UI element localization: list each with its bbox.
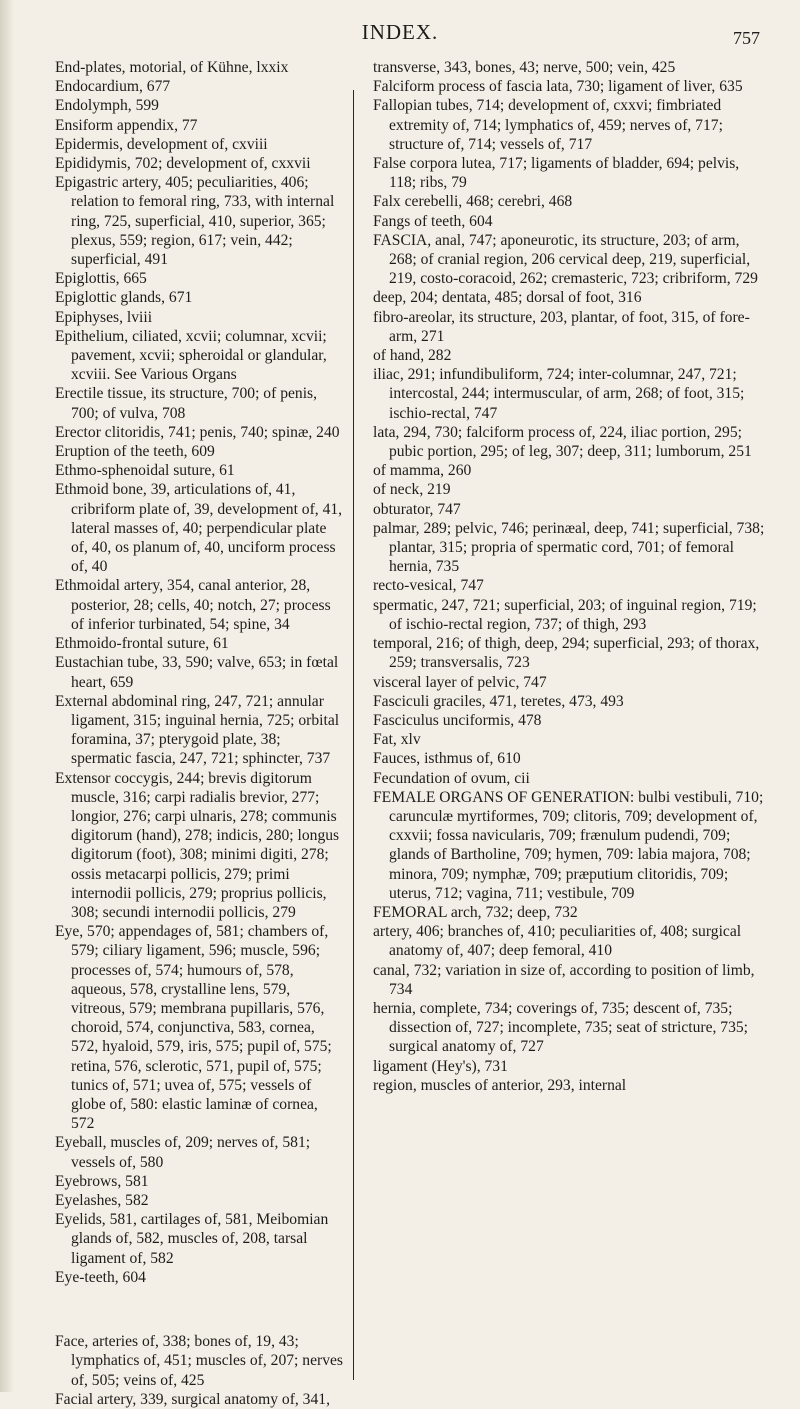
index-entry: Fauces, isthmus of, 610	[373, 750, 521, 768]
entry-spacer	[55, 1303, 345, 1317]
index-entry: transverse, 343, bones, 43; nerve, 500; vein, 425	[373, 59, 676, 76]
index-entry: Erectile tissue, its structure, 700; of penis, 700; of vulva, 708	[55, 385, 318, 422]
index-entry: iliac, 291; infundibuliform, 724; inter-columnar, 247, 721; intercostal, 244; intermuscular, of arm, 268; of foot, 315; ischio-rectal, 747	[373, 366, 745, 422]
index-entry: Epididymis, 702; development of, cxxvii	[55, 155, 311, 173]
page-number: 757	[733, 28, 760, 48]
index-entry: Epiphyses, lviii	[55, 308, 153, 326]
index-entry: Epigastric artery, 405; peculiarities, 406; relation to femoral ring, 733, with internal ring, 725, superficial, 410, superior, 365; plexus, 559; region, 617; vein, 442; superficial, 491	[55, 174, 335, 269]
index-entry: artery, 406; branches of, 410; peculiarities of, 408; surgical anatomy of, 407; deep femoral, 410	[373, 923, 742, 960]
index-entry: canal, 732; variation in size of, according to position of limb, 734	[373, 961, 755, 998]
page-header	[0, 0, 800, 60]
index-entry: False corpora lutea, 717; ligaments of bladder, 694; pelvis, 118; ribs, 79	[373, 155, 740, 192]
index-entry: FEMORAL arch, 732; deep, 732	[373, 903, 578, 921]
index-entry: Eye-teeth, 604	[55, 1268, 146, 1286]
index-entry: Facial artery, 339, surgical anatomy of, 341,	[55, 1390, 330, 1408]
index-entry: Endolymph, 599	[55, 97, 159, 115]
index-entry: Ethmo-sphenoidal suture, 61	[55, 462, 235, 480]
index-entry: deep, 204; dentata, 485; dorsal of foot, 316	[373, 289, 642, 307]
index-entry: Fecundation of ovum, cii	[373, 769, 530, 787]
index-entry: visceral layer of pelvic, 747	[373, 673, 547, 691]
index-entry: Eyeball, muscles of, 209; nerves of, 581; vessels of, 580	[55, 1134, 311, 1171]
index-entry: FEMALE ORGANS OF GENERATION: bulbi vestibuli, 710; carunculæ myrtiformes, 709; clitoris, 709; development of, cxxvii; fossa navicularis, 709; frænulum pudendi, 709; glands of Bartholine, 709; hymen, 709: labia majora, 708; minora, 709; nymphæ, 709; præputium clitoridis, 709; uterus, 712; vagina, 711; vestibule, 709	[373, 788, 764, 902]
index-entry: fibro-areolar, its structure, 203, plantar, of foot, 315, of fore-arm, 271	[373, 308, 750, 345]
index-entry: hernia, complete, 734; coverings of, 735; descent of, 735; dissection of, 727; incomplete, 735; seat of stricture, 735; surgical anatomy of, 727	[373, 999, 749, 1056]
index-entry: Erector clitoridis, 741; penis, 740; spinæ, 240	[55, 423, 340, 441]
index-column-right	[373, 58, 765, 1095]
page-binding-shadow	[0, 0, 14, 1392]
index-entry: Fasciculus unciformis, 478	[373, 711, 542, 729]
index-entry: Eyelids, 581, cartilages of, 581, Meibomian glands of, 582, muscles of, 208, tarsal ligament of, 582	[55, 1211, 329, 1267]
index-entry: Eyebrows, 581	[55, 1172, 149, 1190]
column-divider	[353, 90, 354, 1380]
index-entry: Face, arteries of, 338; bones of, 19, 43; lymphatics of, 451; muscles of, 207; nerves of, 505; veins of, 425	[55, 1333, 343, 1389]
index-entry: of neck, 219	[373, 481, 451, 499]
index-entry: Epidermis, development of, cxviii	[55, 135, 268, 153]
index-entry: of hand, 282	[373, 347, 452, 365]
index-entry: Ethmoidal artery, 354, canal anterior, 28, posterior, 28; cells, 40; notch, 27; process of inferior turbinated, 54; spine, 34	[55, 577, 331, 633]
index-entry: palmar, 289; pelvic, 746; perinæal, deep, 741; superficial, 738; plantar, 315; propria of spermatic cord, 701; of femoral hernia, 735	[373, 519, 765, 576]
index-entry: Fat, xlv	[373, 731, 421, 749]
index-entry: Extensor coccygis, 244; brevis digitorum muscle, 316; carpi radialis brevior, 277; longior, 276; carpi ulnaris, 278; communis digitorum (hand), 278; indicis, 280; longus digitorum (foot), 308; minimi digiti, 278; ossis metacarpi pollicis, 279; primi internodii pollicis, 279; proprius pollicis, 308; secundi internodii pollicis, 279	[55, 769, 340, 921]
index-entry: Fallopian tubes, 714; development of, cxxvi; fimbriated extremity of, 714; lymphatics of, 459; nerves of, 717; structure of, 714; vessels of, 717	[373, 97, 723, 153]
index-entry: temporal, 216; of thigh, deep, 294; superficial, 293; of thorax, 259; transversalis, 723	[373, 635, 760, 672]
index-entry: Fasciculi graciles, 471, teretes, 473, 493	[373, 692, 624, 710]
index-entry: Endocardium, 677	[55, 78, 171, 96]
index-entry: Ensiform appendix, 77	[55, 116, 198, 134]
index-entry: Eyelashes, 582	[55, 1191, 149, 1209]
index-entry: Epithelium, ciliated, xcvii; columnar, xcvii; pavement, xcvii; spheroidal or glandular, xcviii. See Various Organs	[55, 327, 327, 384]
index-entry: External abdominal ring, 247, 721; annular ligament, 315; inguinal hernia, 725; orbital foramina, 37; pterygoid plate, 38; spermatic fascia, 247, 721; sphincter, 737	[55, 692, 340, 768]
index-entry: lata, 294, 730; falciform process of, 224, iliac portion, 295; pubic portion, 295; of leg, 307; deep, 311; lumborum, 251	[373, 423, 752, 461]
index-entry: Epiglottic glands, 671	[55, 289, 193, 307]
index-entry: ligament (Hey's), 731	[373, 1057, 508, 1075]
running-head: INDEX.	[361, 20, 439, 44]
index-entry: Eye, 570; appendages of, 581; chambers of, 579; ciliary ligament, 596; muscle, 596; processes of, 574; humours of, 578, aqueous, 578, crystalline lens, 579, vitreous, 579; membrana pupillaris, 576, choroid, 574, conjunctiva, 583, cornea, 572, hyaloid, 579, iris, 575; pupil of, 575; retina, 576, sclerotic, 571, pupil of, 575; tunics of, 571; uvea of, 575; vessels of globe of, 580: elastic laminæ of cornea, 572	[55, 923, 332, 1133]
index-entry: FASCIA, anal, 747; aponeurotic, its structure, 203; of arm, 268; of cranial region, 206 cervical deep, 219, superficial, 219, costo-coracoid, 262; cremasteric, 723; cribriform, 729	[373, 231, 758, 288]
index-entry: Eustachian tube, 33, 590; valve, 653; in fœtal heart, 659	[55, 654, 339, 691]
index-entry: Epiglottis, 665	[55, 270, 147, 288]
index-entry: of mamma, 260	[373, 462, 472, 480]
index-entry: Eruption of the teeth, 609	[55, 443, 215, 461]
index-entry: region, muscles of anterior, 293, internal	[373, 1076, 627, 1094]
index-entry: recto-vesical, 747	[373, 577, 484, 595]
index-entry: Falciform process of fascia lata, 730; ligament of liver, 635	[373, 78, 743, 96]
index-entry: Falx cerebelli, 468; cerebri, 468	[373, 193, 573, 211]
index-entry: Fangs of teeth, 604	[373, 212, 493, 230]
index-entry: Ethmoid bone, 39, articulations of, 41, cribriform plate of, 39, development of, 41, lateral masses of, 40; perpendicular plate of, 40, os planum of, 40, unciform process of, 40	[55, 481, 343, 576]
index-entry: spermatic, 247, 721; superficial, 203; of inguinal region, 719; of ischio-rectal region, 737; of thigh, 293	[373, 596, 757, 633]
index-entry: Ethmoido-frontal suture, 61	[55, 635, 229, 653]
index-entry: End-plates, motorial, of Kühne, lxxix	[55, 59, 289, 76]
index-column-left	[55, 58, 345, 1409]
index-entry: obturator, 747	[373, 500, 461, 518]
